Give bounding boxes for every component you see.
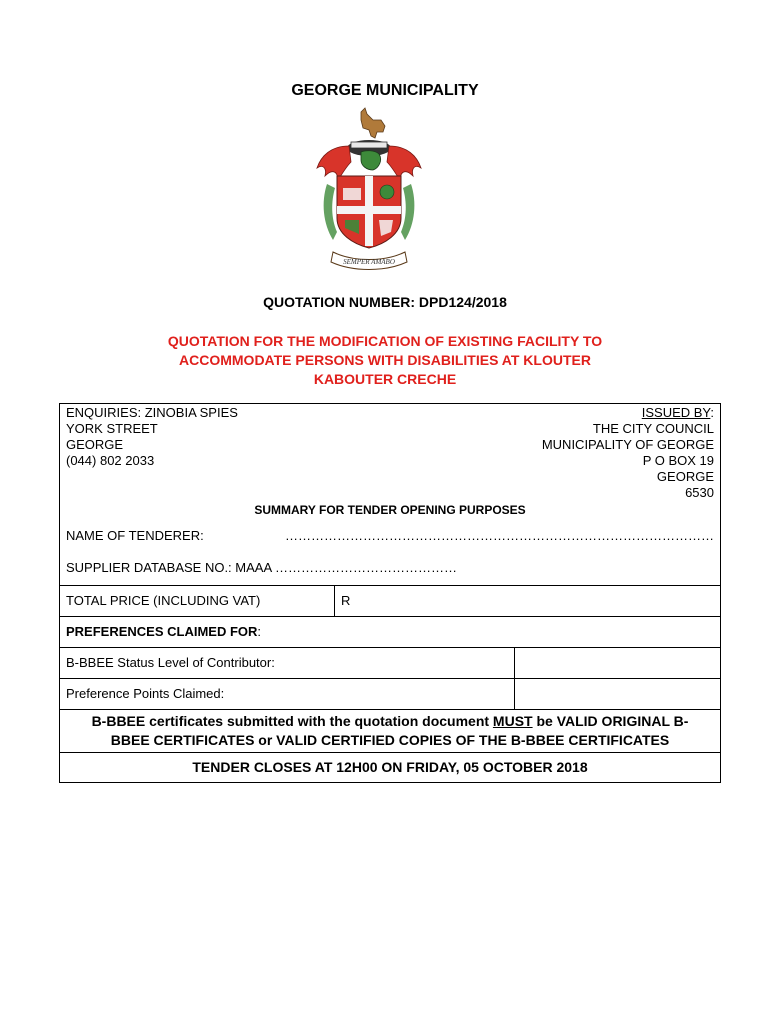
supplier-number-label: SUPPLIER DATABASE NO.: MAAA xyxy=(66,560,272,575)
enquiries-line: (044) 802 2033 xyxy=(66,453,155,468)
notice-text: B-BBEE certificates submitted with the quotation document xyxy=(91,713,493,729)
issued-by-line: GEORGE xyxy=(656,469,714,484)
total-price-label: TOTAL PRICE (INCLUDING VAT) xyxy=(60,586,335,617)
quotation-subject xyxy=(110,332,660,389)
subject-line: ACCOMMODATE PERSONS WITH DISABILITIES AT KLOUTER xyxy=(179,352,591,368)
certificate-notice xyxy=(60,710,721,753)
supplier-number-row xyxy=(66,557,714,579)
issued-by-line: 6530 xyxy=(685,485,714,500)
subject-line: QUOTATION FOR THE MODIFICATION OF EXISTING FACILITY TO xyxy=(167,333,603,349)
subject-line: KABOUTER CRECHE xyxy=(313,371,457,387)
tenderer-name-field[interactable]: ……………………………………………………………………………………… xyxy=(285,528,714,543)
tenderer-name-label: NAME OF TENDERER: xyxy=(66,528,204,543)
issued-by-line: THE CITY COUNCIL xyxy=(592,421,714,436)
preference-points-field[interactable] xyxy=(515,679,721,710)
issued-by-colon: : xyxy=(710,405,714,420)
summary-block xyxy=(60,501,721,586)
closing-date: TENDER CLOSES AT 12H00 ON FRIDAY, 05 OCTOBER 2018 xyxy=(60,753,721,783)
issued-by-label: ISSUED BY xyxy=(641,405,711,420)
supplier-number-field[interactable]: …………………………………… xyxy=(275,560,458,575)
municipal-crest-logo xyxy=(303,106,435,276)
bbbee-status-label: B-BBEE Status Level of Contributor: xyxy=(60,648,515,679)
enquiries-line: GEORGE xyxy=(66,437,124,452)
tenderer-name-row xyxy=(66,525,714,547)
tender-summary-table xyxy=(59,403,721,783)
summary-heading: SUMMARY FOR TENDER OPENING PURPOSES xyxy=(254,503,526,517)
enquiries-line: ENQUIRIES: ZINOBIA SPIES xyxy=(66,405,238,420)
preference-points-label: Preference Points Claimed: xyxy=(60,679,515,710)
notice-text: be VALID ORIGINAL B- xyxy=(532,713,689,729)
contact-block xyxy=(60,404,721,502)
preferences-colon: : xyxy=(257,624,262,639)
total-price-field[interactable]: R xyxy=(335,586,721,617)
notice-must: MUST xyxy=(492,713,533,729)
crest-motto: SEMPER AMABO xyxy=(343,258,395,266)
issued-by-line: P O BOX 19 xyxy=(642,453,714,468)
quotation-number: QUOTATION NUMBER: DPD124/2018 xyxy=(263,294,507,310)
bbbee-status-field[interactable] xyxy=(515,648,721,679)
document-title: GEORGE MUNICIPALITY xyxy=(291,82,479,99)
enquiries-line: YORK STREET xyxy=(66,421,158,436)
issued-by-details xyxy=(542,404,714,501)
preferences-heading: PREFERENCES CLAIMED FOR xyxy=(66,624,258,639)
enquiries-details xyxy=(66,404,238,469)
notice-text: BBEE CERTIFICATES or VALID CERTIFIED COPIES OF THE B-BBEE CERTIFICATES xyxy=(110,732,670,748)
preferences-heading-cell xyxy=(60,617,721,648)
issued-by-line: MUNICIPALITY OF GEORGE xyxy=(541,437,714,452)
